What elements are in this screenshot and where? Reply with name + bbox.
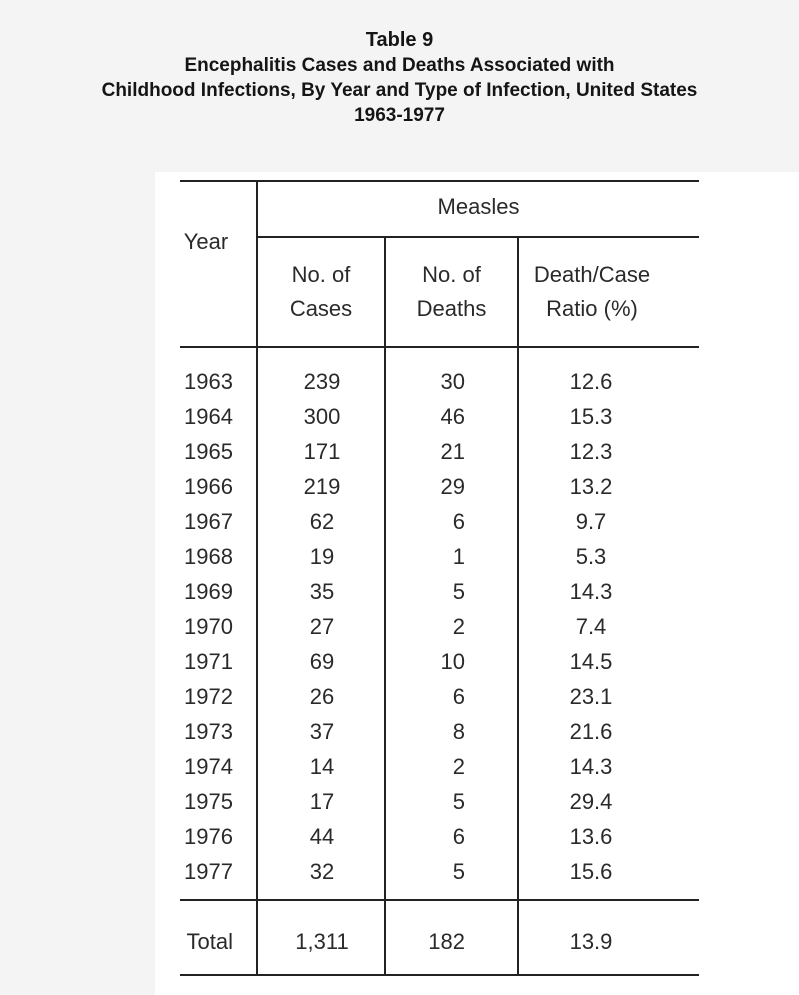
year-cell: 1964 (184, 404, 233, 429)
year-cell: 1967 (184, 509, 233, 534)
table-row (155, 679, 699, 714)
total-row (155, 924, 699, 959)
deaths-cell: 6 (452, 684, 465, 709)
deaths-cell: 5 (452, 859, 465, 884)
ratio-cell: 15.3 (569, 404, 613, 429)
table-row (155, 504, 699, 539)
cases-cell: 239 (303, 369, 341, 394)
table-row (155, 469, 699, 504)
deaths-cell: 21 (440, 439, 465, 464)
deaths-cell: 1 (452, 544, 465, 569)
ratio-cell: 14.3 (569, 754, 613, 779)
header-cases-line-2: Cases (289, 296, 353, 321)
ratio-cell: 9.7 (575, 509, 607, 534)
ratio-cell: 12.3 (569, 439, 613, 464)
total-ratio: 13.9 (569, 929, 613, 954)
deaths-cell: 10 (440, 649, 465, 674)
deaths-cell: 30 (440, 369, 465, 394)
header-year: Year (183, 229, 229, 254)
year-cell: 1968 (184, 544, 233, 569)
year-cell: 1963 (184, 369, 233, 394)
header-ratio-line-2: Ratio (%) (546, 296, 638, 321)
year-cell: 1965 (184, 439, 233, 464)
year-cell: 1975 (184, 789, 233, 814)
table-row (155, 364, 699, 399)
table-row (155, 854, 699, 889)
year-cell: 1966 (184, 474, 233, 499)
table-row (155, 714, 699, 749)
cases-cell: 27 (309, 614, 335, 639)
cases-cell: 37 (309, 719, 335, 744)
ratio-cell: 13.2 (569, 474, 613, 499)
header-deaths-line-1: No. of (422, 262, 481, 287)
total-label: Total (186, 929, 233, 954)
deaths-cell: 5 (452, 579, 465, 604)
cases-cell: 300 (303, 404, 341, 429)
header-cases-line-1: No. of (291, 262, 351, 287)
table-title-line-2: Childhood Infections, By Year and Type of Infection, United States (101, 80, 698, 101)
table-row (155, 784, 699, 819)
year-cell: 1974 (184, 754, 233, 779)
header-ratio-line-1: Death/Case (533, 262, 651, 287)
cases-cell: 44 (309, 824, 335, 849)
ratio-cell: 13.6 (569, 824, 613, 849)
table-number: Table 9 (365, 29, 434, 51)
year-cell: 1972 (184, 684, 233, 709)
ratio-cell: 29.4 (569, 789, 613, 814)
cases-cell: 35 (309, 579, 335, 604)
cases-cell: 32 (309, 859, 335, 884)
ratio-cell: 14.3 (569, 579, 613, 604)
ratio-cell: 21.6 (569, 719, 613, 744)
year-cell: 1973 (184, 719, 233, 744)
deaths-cell: 2 (452, 614, 465, 639)
cases-cell: 19 (309, 544, 335, 569)
deaths-cell: 2 (452, 754, 465, 779)
header-deaths-line-2: Deaths (416, 296, 487, 321)
table-row (155, 819, 699, 854)
deaths-cell: 5 (452, 789, 465, 814)
ratio-cell: 12.6 (569, 369, 613, 394)
table-row (155, 644, 699, 679)
ratio-cell: 5.3 (575, 544, 607, 569)
ratio-cell: 15.6 (569, 859, 613, 884)
deaths-cell: 46 (440, 404, 465, 429)
group-header-measles: Measles (437, 194, 520, 219)
table-title-years: 1963-1977 (354, 105, 445, 126)
group-header-rule (257, 236, 699, 238)
year-cell: 1969 (184, 579, 233, 604)
year-cell: 1971 (184, 649, 233, 674)
table-row (155, 539, 699, 574)
year-cell: 1976 (184, 824, 233, 849)
table-row (155, 609, 699, 644)
table-row (155, 434, 699, 469)
cases-cell: 171 (303, 439, 341, 464)
deaths-cell: 6 (452, 509, 465, 534)
table-page (155, 172, 799, 995)
table-row (155, 574, 699, 609)
total-cases: 1,311 (295, 929, 349, 954)
cases-cell: 219 (303, 474, 341, 499)
ratio-cell: 7.4 (575, 614, 607, 639)
ratio-cell: 23.1 (569, 684, 613, 709)
deaths-cell: 6 (452, 824, 465, 849)
table-row (155, 749, 699, 784)
deaths-cell: 8 (452, 719, 465, 744)
year-cell: 1970 (184, 614, 233, 639)
table-title-block (0, 28, 799, 128)
table-title-line-1: Encephalitis Cases and Deaths Associated with (184, 55, 615, 76)
cases-cell: 26 (309, 684, 335, 709)
cases-cell: 62 (309, 509, 335, 534)
year-cell: 1977 (184, 859, 233, 884)
ratio-cell: 14.5 (569, 649, 613, 674)
cases-cell: 14 (309, 754, 335, 779)
total-deaths: 182 (428, 929, 465, 954)
table-row (155, 399, 699, 434)
cases-cell: 69 (309, 649, 335, 674)
deaths-cell: 29 (440, 474, 465, 499)
cases-cell: 17 (309, 789, 335, 814)
